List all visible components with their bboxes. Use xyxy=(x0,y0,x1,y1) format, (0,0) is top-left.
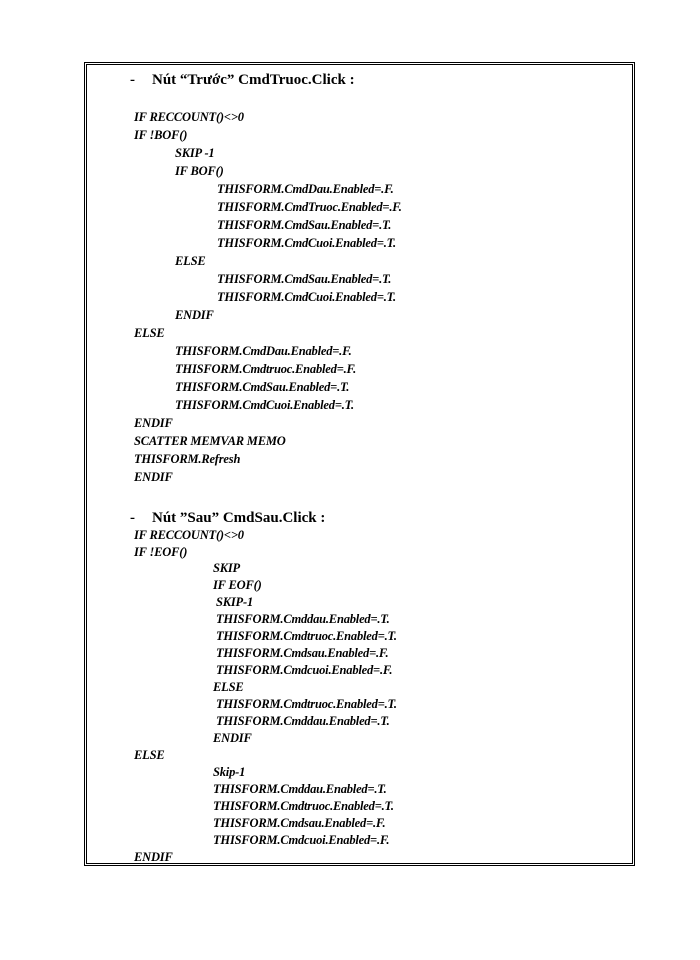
code-line: IF RECCOUNT()<>0 xyxy=(134,110,244,124)
code-line: THISFORM.Cmdcuoi.Enabled=.F. xyxy=(213,833,390,847)
code-line: THISFORM.Cmddau.Enabled=.T. xyxy=(216,714,390,728)
code-line: ENDIF xyxy=(134,850,173,864)
code-line: ELSE xyxy=(134,326,165,340)
code-line: SKIP -1 xyxy=(175,146,215,160)
code-line: THISFORM.Refresh xyxy=(134,452,241,466)
section-heading-sau xyxy=(130,511,325,526)
code-line: IF !BOF() xyxy=(134,128,188,142)
code-line: ELSE xyxy=(213,680,244,694)
code-line: THISFORM.Cmdtruoc.Enabled=.T. xyxy=(216,629,397,643)
code-line: ENDIF xyxy=(175,308,214,322)
code-line: THISFORM.CmdCuoi.Enabled=.T. xyxy=(175,398,354,412)
code-line: THISFORM.CmdCuoi.Enabled=.T. xyxy=(217,236,396,250)
code-line: IF EOF() xyxy=(213,578,262,592)
code-line: THISFORM.Cmdsau.Enabled=.F. xyxy=(216,646,389,660)
code-line: THISFORM.CmdTruoc.Enabled=.F. xyxy=(217,200,402,214)
section-heading-truoc xyxy=(130,73,355,88)
code-line: THISFORM.Cmdtruoc.Enabled=.F. xyxy=(175,362,356,376)
code-line: ELSE xyxy=(175,254,206,268)
code-line: THISFORM.Cmddau.Enabled=.T. xyxy=(213,782,387,796)
code-line: THISFORM.Cmdtruoc.Enabled=.T. xyxy=(213,799,394,813)
code-line: THISFORM.CmdSau.Enabled=.T. xyxy=(217,218,392,232)
code-line: SKIP-1 xyxy=(216,595,254,609)
code-line: THISFORM.Cmdtruoc.Enabled=.T. xyxy=(216,697,397,711)
code-line: Skip-1 xyxy=(213,765,246,779)
code-line: THISFORM.CmdSau.Enabled=.T. xyxy=(175,380,350,394)
code-line: SKIP xyxy=(213,561,240,575)
code-line: THISFORM.CmdSau.Enabled=.T. xyxy=(217,272,392,286)
heading-text: Nút “Trước” CmdTruoc.Click : xyxy=(152,72,355,88)
code-line: ELSE xyxy=(134,748,165,762)
code-line: ENDIF xyxy=(134,470,173,484)
code-line: IF RECCOUNT()<>0 xyxy=(134,528,244,542)
code-line: IF !EOF() xyxy=(134,545,188,559)
code-line: IF BOF() xyxy=(175,164,224,178)
code-line: ENDIF xyxy=(213,731,252,745)
heading-bullet: - xyxy=(130,72,135,88)
code-line: THISFORM.CmdDau.Enabled=.F. xyxy=(175,344,352,358)
heading-text: Nút ”Sau” CmdSau.Click : xyxy=(152,510,326,526)
heading-bullet: - xyxy=(130,510,135,526)
code-line: SCATTER MEMVAR MEMO xyxy=(134,434,286,448)
code-line: ENDIF xyxy=(134,416,173,430)
code-line: THISFORM.CmdDau.Enabled=.F. xyxy=(217,182,394,196)
code-line: THISFORM.Cmddau.Enabled=.T. xyxy=(216,612,390,626)
code-line: THISFORM.Cmdsau.Enabled=.F. xyxy=(213,816,386,830)
code-line: THISFORM.Cmdcuoi.Enabled=.F. xyxy=(216,663,393,677)
code-line: THISFORM.CmdCuoi.Enabled=.T. xyxy=(217,290,396,304)
